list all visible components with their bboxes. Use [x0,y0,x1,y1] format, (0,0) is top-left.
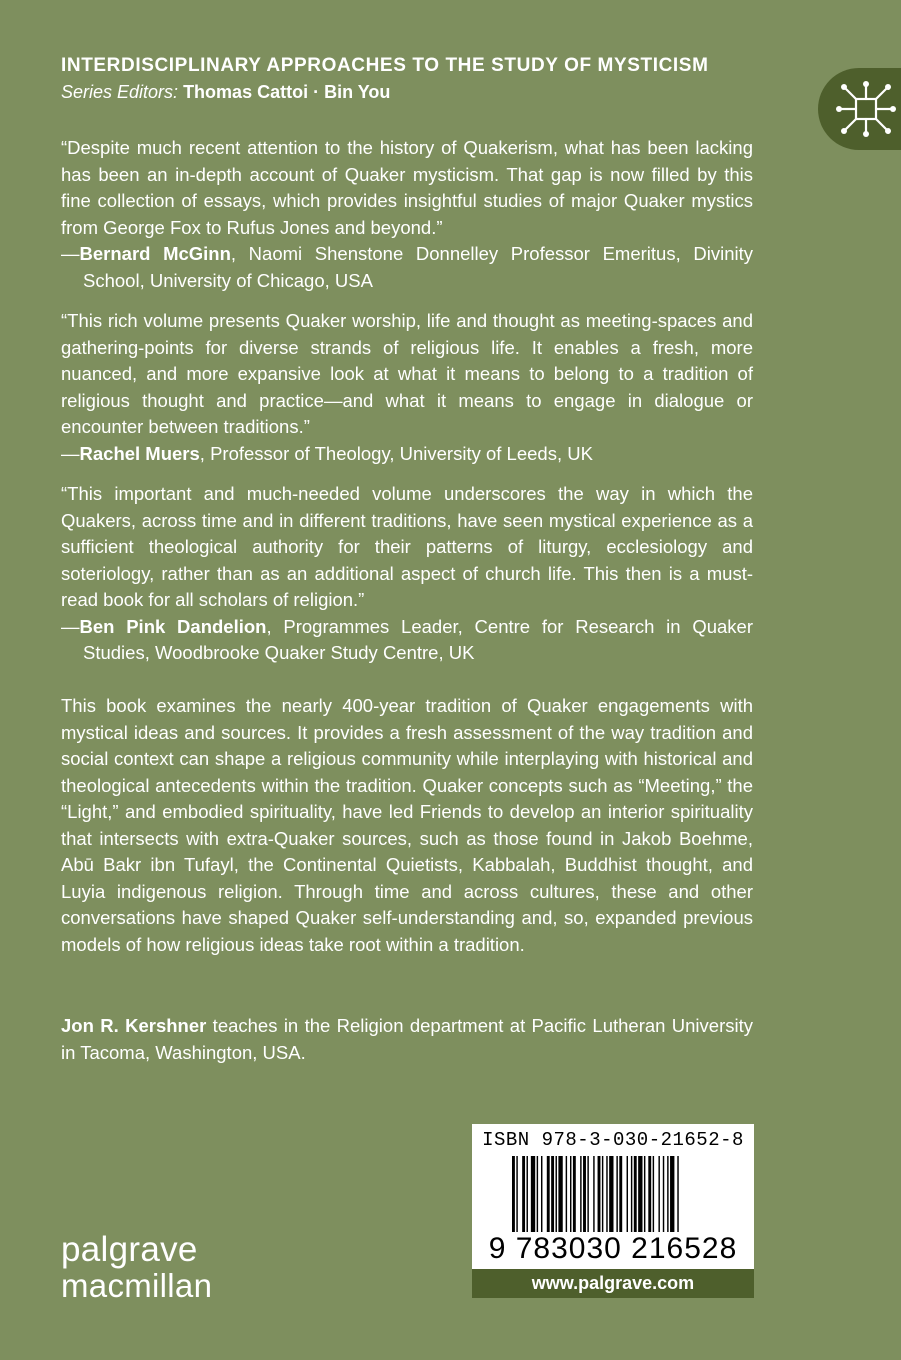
endorsement-attribution [61,441,753,468]
barcode-bar [616,1156,617,1232]
book-description [61,693,753,958]
series-title: INTERDISCIPLINARY APPROACHES TO THE STUDY OF MYSTICISM [61,55,709,76]
endorsement-2 [61,308,753,467]
isbn-label: ISBN 978-3-030-21652-8 [482,1129,744,1151]
barcode-bar [541,1156,542,1232]
barcode-bar [516,1156,517,1232]
barcode-bar [587,1156,588,1232]
series-editors-names: Thomas Cattoi · Bin You [183,82,391,102]
endorsement-attribution [61,241,753,294]
barcode-bar [570,1156,571,1232]
publisher-emblem [818,68,901,150]
barcode-bar [609,1156,613,1232]
barcode-bar [551,1156,554,1232]
publisher-website: www.palgrave.com [472,1269,754,1298]
endorser-name: Bernard McGinn [79,243,231,264]
bio-details: teaches in the Religion department at Pacific Lutheran University in Tacoma, Washington, USA. [61,1015,753,1063]
series-editors [61,82,390,103]
barcode-bar [670,1156,674,1232]
author-name: Jon R. Kershner [61,1015,207,1036]
barcode-bar [606,1156,607,1232]
barcode-bar [573,1156,576,1232]
attribution-dash: — [61,243,80,264]
series-editors-label: Series Editors: [61,82,179,102]
barcode-bar [522,1156,525,1232]
barcode-bar [627,1156,628,1232]
barcode-bar [593,1156,594,1232]
barcode-bar [531,1156,535,1232]
endorser-affiliation: , Naomi Shenstone Donnelley Professor Emeritus, Divinity School, University of Chicago, USA [83,243,753,291]
barcode-bar [547,1156,550,1232]
barcode-bar [512,1156,515,1232]
barcode-bar [677,1156,678,1232]
barcode-bar [602,1156,603,1232]
barcode-bar [648,1156,651,1232]
barcode-bar [663,1156,664,1232]
barcode-bar [566,1156,567,1232]
barcode-bar [638,1156,642,1232]
barcode-bar [556,1156,557,1232]
barcode-bar [658,1156,659,1232]
endorsement-1 [61,135,753,294]
barcode-bar [634,1156,637,1232]
isbn-barcode [472,1124,754,1269]
barcode-bar [644,1156,645,1232]
endorsement-text: “This important and much-needed volume underscores the way in which the Quakers, across time and in different traditions, have seen mystical experience as a sufficient theological authority for their patterns of liturgy, ecclesiology and soteriology, rather than as an additional aspect of church life. This then is a must-read book for all scholars of religion.” [61,483,753,610]
endorsement-text: “Despite much recent attention to the history of Quakerism, what has been lacking has been an in-depth account of Quaker mysticism. That gap is now filled by this fine collection of essays, which provides insightful studies of major Quaker mystics from George Fox to Rufus Jones and beyond.” [61,137,753,238]
barcode-bar [619,1156,622,1232]
endorser-name: Rachel Muers [79,442,200,464]
endorser-affiliation: , Programmes Leader, Centre for Research in Quaker Studies, Woodbrooke Quaker Study Centre, UK [83,615,753,663]
barcode-bar [527,1156,528,1232]
palgrave-network-icon [834,78,898,140]
bio-text [61,1013,753,1066]
barcode-bar [537,1156,538,1232]
barcode-bar [667,1156,668,1232]
publisher-logo-line2: macmillan [61,1267,213,1304]
ean-digits: 9 783030 216528 [488,1232,738,1265]
barcode-bar [583,1156,586,1232]
endorsement-attribution [61,614,753,667]
author-bio [61,1013,753,1066]
barcode-bar [631,1156,632,1232]
endorser-name: Ben Pink Dandelion [79,615,267,637]
endorser-affiliation: , Professor of Theology, University of Leeds, UK [199,442,593,464]
barcode-bar [580,1156,581,1232]
endorsement-text: “This rich volume presents Quaker worship, life and thought as meeting-spaces and gathering-points for diverse strands of religious life. It enables a fresh, more nuanced, and more expansive look at what it means to belong to a tradition of religious thought and practice—and what it means to engage in dialogue or encounter between traditions.” [61,310,753,437]
barcode-bar [558,1156,562,1232]
barcode-bar [598,1156,601,1232]
attribution-dash: — [61,615,80,637]
description-text: This book examines the nearly 400-year tradition of Quaker engagements with mystical ideas and sources. It provides a fresh assessment of the way tradition and social context can shape a religious community while interplaying with historical and theological antecedents within the tradition. Quaker concepts such as “Meeting,” the “Light,” and embodied spirituality, have led Friends to develop an interior spirituality that intersects with extra-Quaker sources, such as those found in Jakob Boehme, Abū Bakr ibn Tufayl, the Continental Quietists, Kabbalah, Buddhist thought, and Luyia indigenous religion. Through time and across cultures, these and other conversations have shaped Quaker self-understanding and, so, expanded previous models of how religious ideas take root within a tradition. [61,695,753,955]
barcode-bars [508,1156,718,1236]
publisher-logo-line1: palgrave [61,1230,198,1269]
barcode-bar [653,1156,654,1232]
endorsement-3 [61,481,753,667]
publisher-logo [61,1232,212,1304]
attribution-dash: — [61,442,80,464]
